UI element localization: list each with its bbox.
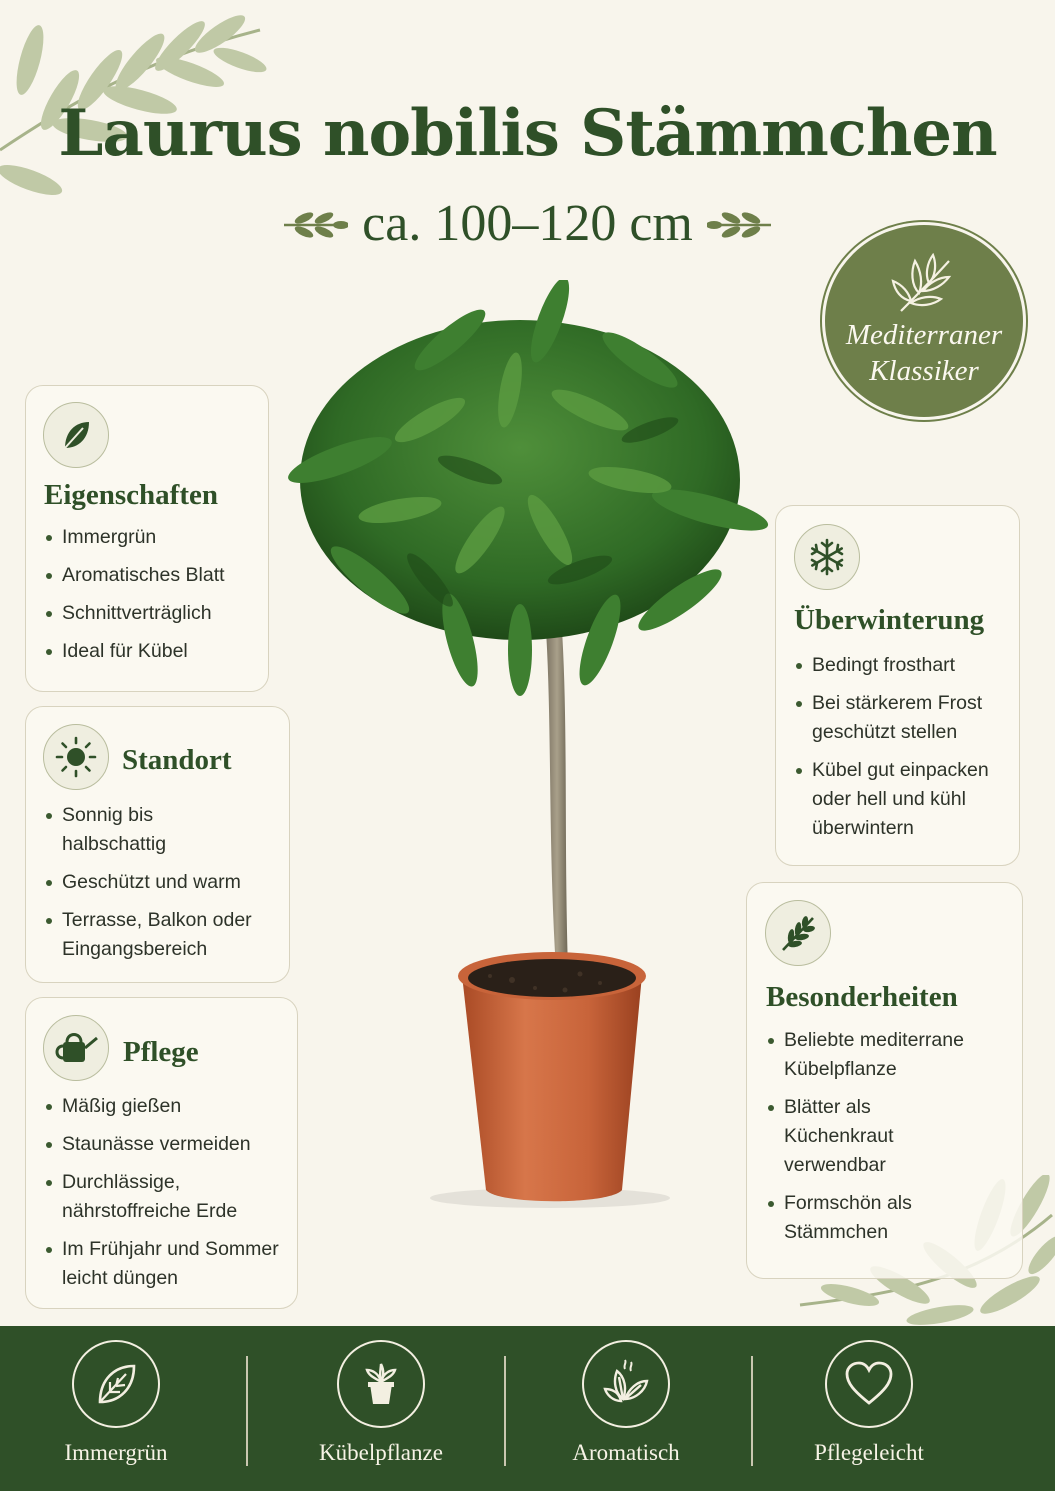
list-item: Mäßig gießen xyxy=(44,1092,294,1121)
list-item: Formschön als Stämmchen xyxy=(766,1189,936,1247)
list-item: Staunässe vermeiden xyxy=(44,1130,294,1159)
feature-label: Immergrün xyxy=(64,1440,168,1465)
card-icon-circle xyxy=(765,900,831,966)
feature-pflegeleicht xyxy=(756,1326,982,1491)
classic-badge xyxy=(822,222,1026,420)
laurel-standard-tree-image xyxy=(250,280,790,1210)
card-title: Eigenschaften xyxy=(44,479,218,511)
list-item: Beliebte mediterrane Kübelpflanze xyxy=(766,1026,986,1084)
leaf-icon xyxy=(59,418,93,452)
divider xyxy=(246,1356,248,1466)
list-item: Bedingt frosthart xyxy=(794,651,1016,680)
heart-icon xyxy=(844,1361,894,1407)
feature-bar xyxy=(0,1326,1055,1491)
card-eigenschaften xyxy=(25,385,269,692)
list-item: Schnittverträglich xyxy=(44,599,264,628)
card-pflege xyxy=(25,997,298,1309)
sprig-right-icon xyxy=(707,209,773,239)
card-list xyxy=(44,523,264,675)
page-title: Laurus nobilis Stämmchen xyxy=(58,96,997,171)
feature-label: Aromatisch xyxy=(572,1440,680,1465)
divider xyxy=(751,1356,753,1466)
card-title: Pflege xyxy=(123,1036,199,1068)
card-list xyxy=(794,651,1016,852)
card-icon-circle xyxy=(43,402,109,468)
list-item: Kübel gut einpacken oder hell und kühl überwintern xyxy=(794,756,1009,843)
list-item: Im Frühjahr und Sommer leicht düngen xyxy=(44,1235,279,1293)
card-icon-circle xyxy=(43,724,109,790)
list-item: Bei stärkerem Frost geschützt stellen xyxy=(794,689,994,747)
snowflake-icon xyxy=(807,537,847,577)
list-item: Durchlässige, nährstoffreiche Erde xyxy=(44,1168,259,1226)
feature-icon-circle xyxy=(72,1340,160,1428)
feature-icon-circle xyxy=(582,1340,670,1428)
feature-label: Kübelpflanze xyxy=(319,1440,443,1465)
card-title: Besonderheiten xyxy=(766,981,958,1013)
feature-label: Pflegeleicht xyxy=(814,1440,924,1465)
card-icon-circle xyxy=(43,1015,109,1081)
card-standort xyxy=(25,706,290,983)
feature-kuebelpflanze xyxy=(262,1326,500,1491)
feature-icon-circle xyxy=(825,1340,913,1428)
list-item: Sonnig bis halbschattig xyxy=(44,801,194,859)
feature-immergruen xyxy=(0,1326,232,1491)
list-item: Aromatisches Blatt xyxy=(44,561,264,590)
card-title: Überwinterung xyxy=(794,604,985,636)
card-list xyxy=(44,1092,294,1302)
list-item: Immergrün xyxy=(44,523,264,552)
badge-text: Mediterraner Klassiker xyxy=(845,319,1003,387)
list-item: Blätter als Küchenkraut verwendbar xyxy=(766,1093,916,1180)
herb-sprig-icon xyxy=(777,912,819,954)
card-besonderheiten xyxy=(746,882,1023,1279)
leaf-icon xyxy=(92,1360,140,1408)
card-list xyxy=(766,1026,1016,1256)
list-item: Ideal für Kübel xyxy=(44,637,264,666)
card-icon-circle xyxy=(794,524,860,590)
feature-aromatisch xyxy=(508,1326,744,1491)
divider xyxy=(504,1356,506,1466)
card-list xyxy=(44,801,284,973)
potted-plant-icon xyxy=(357,1360,405,1408)
sprig-left-icon xyxy=(282,209,348,239)
size-subtitle: ca. 100–120 cm xyxy=(362,195,693,252)
feature-icon-circle xyxy=(337,1340,425,1428)
card-title: Standort xyxy=(122,744,232,776)
sun-icon xyxy=(54,735,98,779)
watering-can-icon xyxy=(53,1028,99,1068)
list-item: Terrasse, Balkon oder Eingangsbereich xyxy=(44,906,269,964)
olive-branch-icon xyxy=(889,253,959,317)
list-item: Geschützt und warm xyxy=(44,868,284,897)
card-ueberwinterung xyxy=(775,505,1020,866)
aromatic-leaves-icon xyxy=(601,1359,651,1409)
